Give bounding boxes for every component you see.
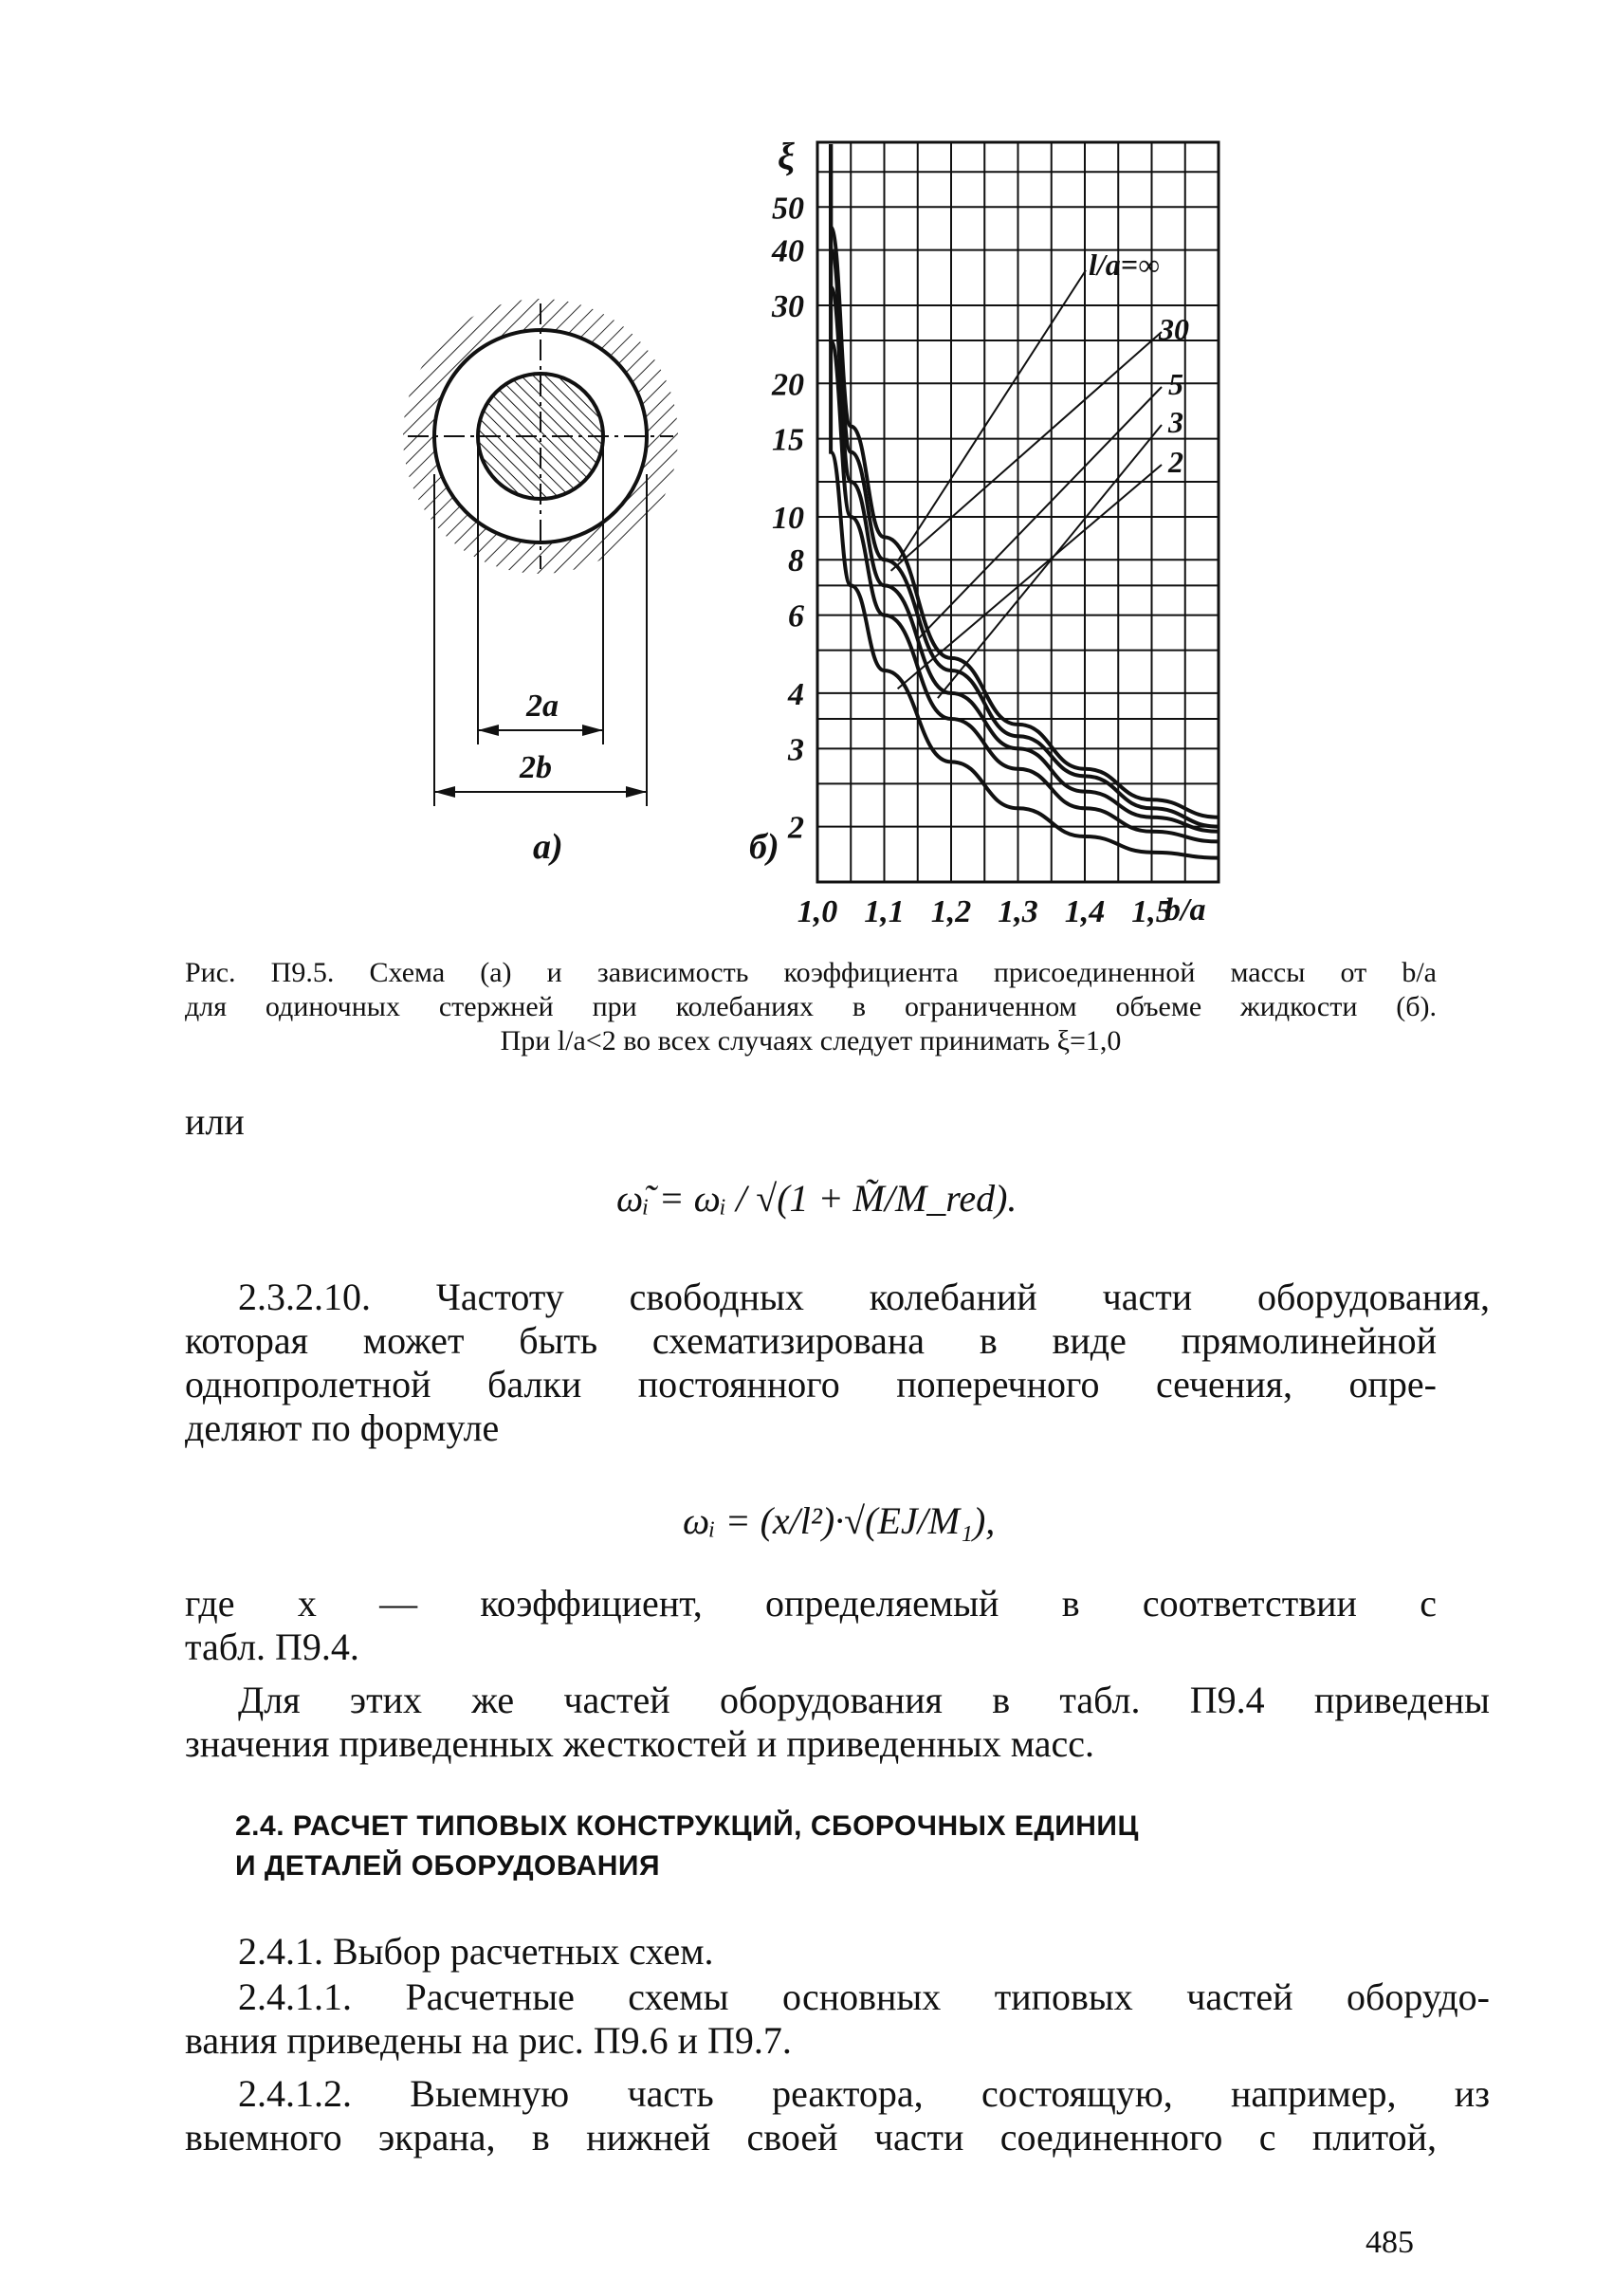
x-tick-label: 1,1: [864, 894, 905, 929]
y-tick-label: 2: [788, 810, 804, 846]
formula-reduced-frequency: ω̃ᵢ = ωᵢ / √(1 + M̃/M_red).: [616, 1177, 1017, 1220]
curve-label: 2: [1168, 445, 1183, 479]
y-tick-label: 6: [788, 598, 804, 634]
chart-y-ticks: [771, 191, 804, 845]
paragraph-2-3-2-10-line-3: однопролетной балки постоянного поперечного сечения, опре-: [185, 1363, 1437, 1405]
panel-b-label: б): [749, 827, 779, 867]
y-axis-symbol: ξ: [778, 135, 795, 177]
paragraph-where-line-1: где x — коэффициент, определяемый в соответствии с: [185, 1582, 1437, 1625]
dim-2a-label: 2a: [526, 689, 559, 724]
leader-line-5: [918, 387, 1162, 639]
section-heading-line-2: И ДЕТАЛЕЙ ОБОРУДОВАНИЯ: [235, 1850, 661, 1882]
paragraph-2-4-1: 2.4.1. Выбор расчетных схем.: [238, 1930, 714, 1973]
curve-label: 3: [1168, 405, 1183, 439]
paragraph-2-4-1-2-line-1: 2.4.1.2. Выемную часть реактора, состоящую, например, из: [238, 2072, 1490, 2115]
chart-leader-lines: [891, 270, 1162, 698]
caption-line-1: Рис. П9.5. Схема (а) и зависимость коэффициента присоединенной массы от b/a: [185, 957, 1437, 988]
chart-curves: [831, 144, 1219, 858]
y-tick-label: 10: [772, 500, 804, 536]
paragraph-2-3-2-10-line-2: которая может быть схематизирована в виде прямолинейной: [185, 1319, 1437, 1362]
caption-line-2: для одиночных стержней при колебаниях в ограниченном объеме жидкости (б).: [185, 991, 1437, 1022]
curve-label: 5: [1168, 367, 1183, 401]
y-tick-label: 30: [772, 288, 804, 324]
curve-5: [831, 144, 1219, 832]
dim-2b-label: 2b: [520, 750, 552, 785]
chart-curve-labels: [1089, 248, 1189, 479]
curve-label: l/a=∞: [1089, 248, 1160, 282]
y-tick-label: 4: [788, 676, 804, 712]
caption-line-3: При l/a<2 во всех случаях следует принимать ξ=1,0: [500, 1025, 1122, 1056]
y-tick-label: 40: [772, 233, 804, 269]
leader-line-30: [891, 332, 1162, 571]
panel-a-scheme: [403, 299, 678, 806]
figure-caption: [185, 956, 1437, 1058]
y-tick-label: 50: [772, 191, 804, 227]
formula-beam-frequency: ωᵢ = (x/l²)·√(EJ/M₁),: [683, 1499, 996, 1542]
x-axis-label: b/a: [1164, 892, 1206, 928]
curve-label: 30: [1159, 312, 1189, 346]
y-tick-label: 15: [772, 422, 804, 458]
paragraph-tables-line-2: значения приведенных жесткостей и приведенных масс.: [185, 1722, 1095, 1765]
paragraph-2-4-1-2-line-2: выемного экрана, в нижней своей части соединенного с плитой,: [185, 2116, 1437, 2158]
panel-a-label: а): [533, 827, 563, 867]
paragraph-2-3-2-10-line-1: 2.3.2.10. Частоту свободных колебаний части оборудования,: [238, 1276, 1490, 1318]
y-tick-label: 3: [788, 732, 804, 768]
leader-line-3: [938, 425, 1162, 698]
figure: [0, 0, 1613, 958]
paragraph-2-3-2-10-line-4: деляют по формуле: [185, 1406, 500, 1449]
paragraph-where-line-2: табл. П9.4.: [185, 1626, 359, 1668]
paragraph-tables-line-1: Для этих же частей оборудования в табл. П9.4 приведены: [238, 1679, 1490, 1721]
page-number: 485: [1366, 2225, 1414, 2260]
text-ili: или: [185, 1100, 245, 1143]
chart-x-ticks: [797, 894, 1172, 929]
paragraph-2-4-1-1-line-1: 2.4.1.1. Расчетные схемы основных типовых частей оборудо-: [238, 1975, 1490, 2018]
section-heading-line-1: 2.4. РАСЧЕТ ТИПОВЫХ КОНСТРУКЦИЙ, СБОРОЧНЫХ ЕДИНИЦ: [235, 1810, 1139, 1842]
x-tick-label: 1,5: [1131, 894, 1172, 929]
x-tick-label: 1,3: [998, 894, 1038, 929]
x-tick-label: 1,0: [797, 894, 838, 929]
x-tick-label: 1,2: [930, 894, 972, 929]
curve-l/a=∞: [831, 144, 1219, 817]
paragraph-2-4-1-1-line-2: вания приведены на рис. П9.6 и П9.7.: [185, 2019, 792, 2062]
y-tick-label: 20: [772, 367, 804, 403]
x-tick-label: 1,4: [1064, 894, 1106, 929]
y-tick-label: 8: [788, 543, 804, 579]
